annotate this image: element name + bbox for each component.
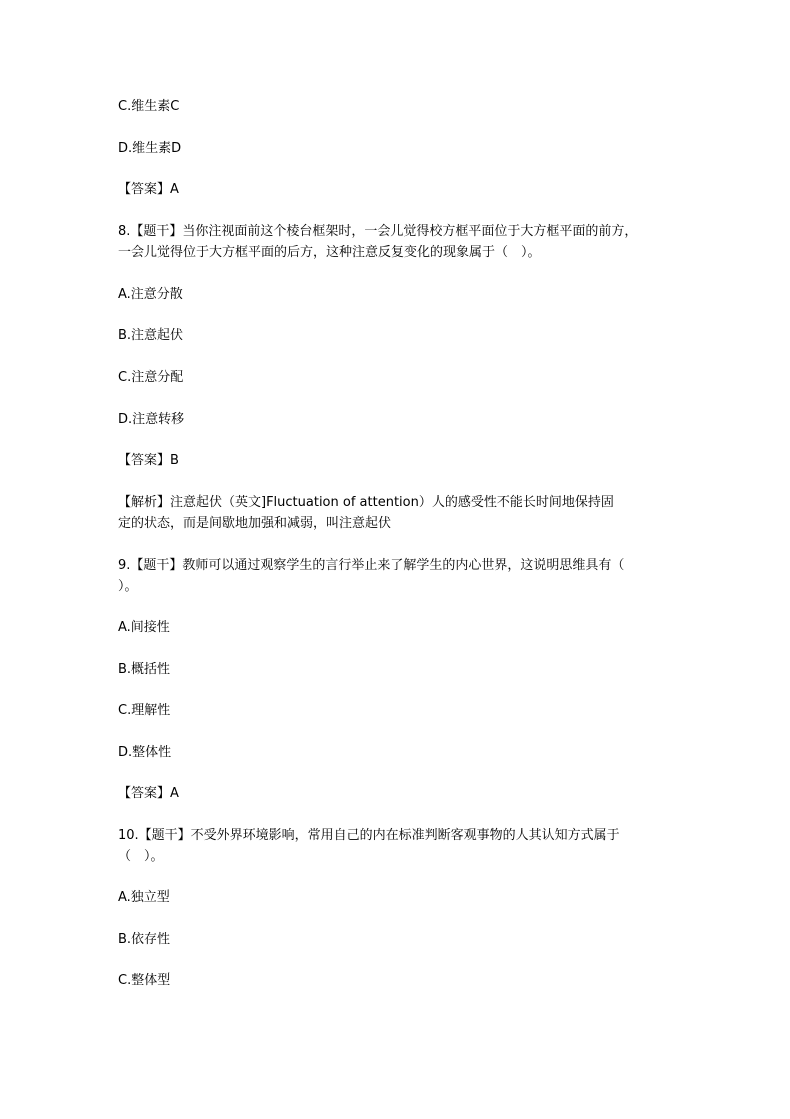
option-b-q8: B.注意起伏 [118,328,184,343]
answer-q7: 【答案】A [118,182,179,197]
question-8-line-1: 8.【题干】当你注视面前这个棱台框架时，一会儿觉得校方框平面位于大方框平面的前方， [118,224,638,239]
question-9-line-2: ）。 [118,579,138,594]
option-a-q8: A.注意分散 [118,287,183,302]
question-9-line-1: 9.【题干】教师可以通过观察学生的言行举止来了解学生的内心世界，这说明思维具有（ [118,558,625,573]
analysis-q8-line-1: 【解析】注意起伏（英文]Fluctuation of attention）人的感受性不能长时间地保持固 [118,495,614,510]
option-c-q8: C.注意分配 [118,370,184,385]
option-b-q9: B.概括性 [118,662,171,677]
analysis-q8-line-2: 定的状态，而是间歇地加强和减弱，叫注意起伏 [118,516,392,531]
question-8-line-2: 一会儿觉得位于大方框平面的后方，这种注意反复变化的现象属于（ ）。 [118,245,541,260]
option-a-q10: A.独立型 [118,890,170,905]
question-10-line-1: 10.【题干】不受外界环境影响，常用自己的内在标准判断客观事物的人其认知方式属于 [118,828,620,843]
option-b-q10: B.依存性 [118,932,171,947]
option-c-q7: C.维生素C [118,99,180,114]
option-d-q7: D.维生素D [118,141,182,156]
option-c-q9: C.理解性 [118,703,171,718]
option-d-q8: D.注意转移 [118,412,185,427]
option-a-q9: A.间接性 [118,620,170,635]
option-d-q9: D.整体性 [118,745,172,760]
option-c-q10: C.整体型 [118,973,171,988]
answer-q9: 【答案】A [118,786,179,801]
question-10-line-2: （ ）。 [118,849,164,864]
answer-q8: 【答案】B [118,453,179,468]
